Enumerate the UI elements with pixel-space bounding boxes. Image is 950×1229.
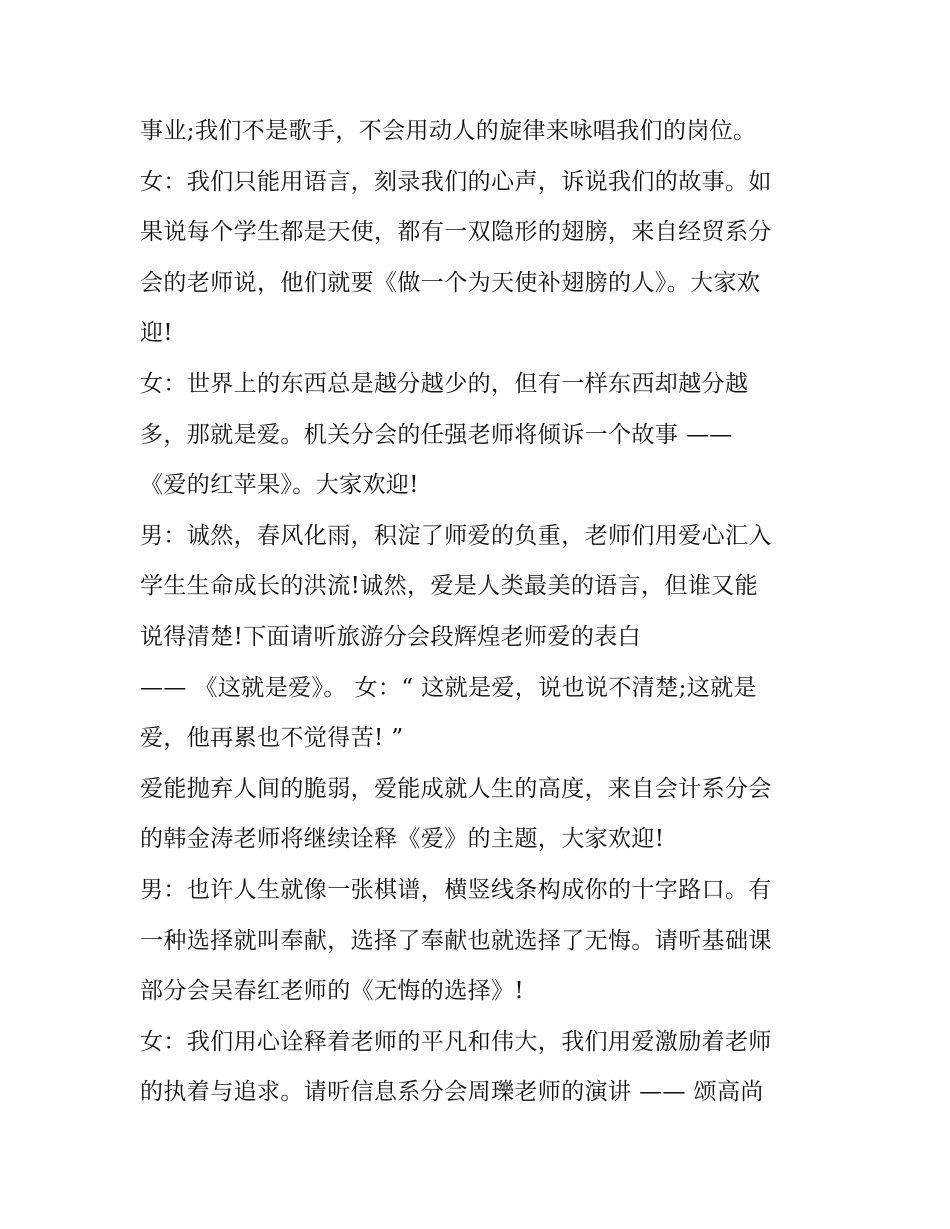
document-body (140, 106, 820, 1118)
text-line: 爱，他再累也不觉得苦! ” (140, 725, 404, 752)
text-line: 果说每个学生都是天使，都有一双隐形的翅膀，来自经贸系分 (140, 219, 772, 246)
text-line: 的韩金涛老师将继续诠释《爱》的主题，大家欢迎! (140, 826, 665, 853)
text-line: 爱能抛弃人间的脆弱，爱能成就人生的高度，来自会计系分会 (140, 775, 772, 802)
text-line: 女：我们用心诠释着老师的平凡和伟大，我们用爱激励着老师 (140, 1028, 772, 1055)
text-line: 多，那就是爱。机关分会的任强老师将倾诉一个故事 —— (140, 421, 733, 448)
text-line: 会的老师说，他们就要《做一个为天使补翅膀的人》。大家欢 (140, 269, 761, 296)
text-line: —— 《这就是爱》。 女：“ 这就是爱，说也说不清楚;这就是 (140, 674, 757, 701)
text-line: 的执着与追求。请听信息系分会周瓅老师的演讲 —— 颂高尚 (140, 1079, 764, 1106)
text-line: 女：世界上的东西总是越分越少的，但有一样东西却越分越 (140, 370, 749, 397)
text-line: 事业;我们不是歌手，不会用动人的旋律来咏唱我们的岗位。 (140, 118, 757, 144)
text-line: 女：我们只能用语言，刻录我们的心声，诉说我们的故事。如 (140, 168, 772, 195)
text-line: 迎! (140, 320, 174, 347)
text-line: 一种选择就叫奉献，选择了奉献也就选择了无悔。请听基础课 (140, 927, 772, 954)
text-line: 《爱的红苹果》。大家欢迎! (140, 472, 419, 499)
text-line: 学生生命成长的洪流!诚然，爱是人类最美的语言，但谁又能 (140, 573, 759, 600)
text-line: 说得清楚!下面请听旅游分会段辉煌老师爱的表白 (140, 623, 642, 650)
text-line: 部分会吴春红老师的《无悔的选择》! (140, 978, 525, 1005)
text-line: 男：也许人生就像一张棋谱，横竖线条构成你的十字路口。有 (140, 876, 772, 903)
text-line: 男：诚然，春风化雨，积淀了师爱的负重，老师们用爱心汇入 (140, 522, 772, 549)
